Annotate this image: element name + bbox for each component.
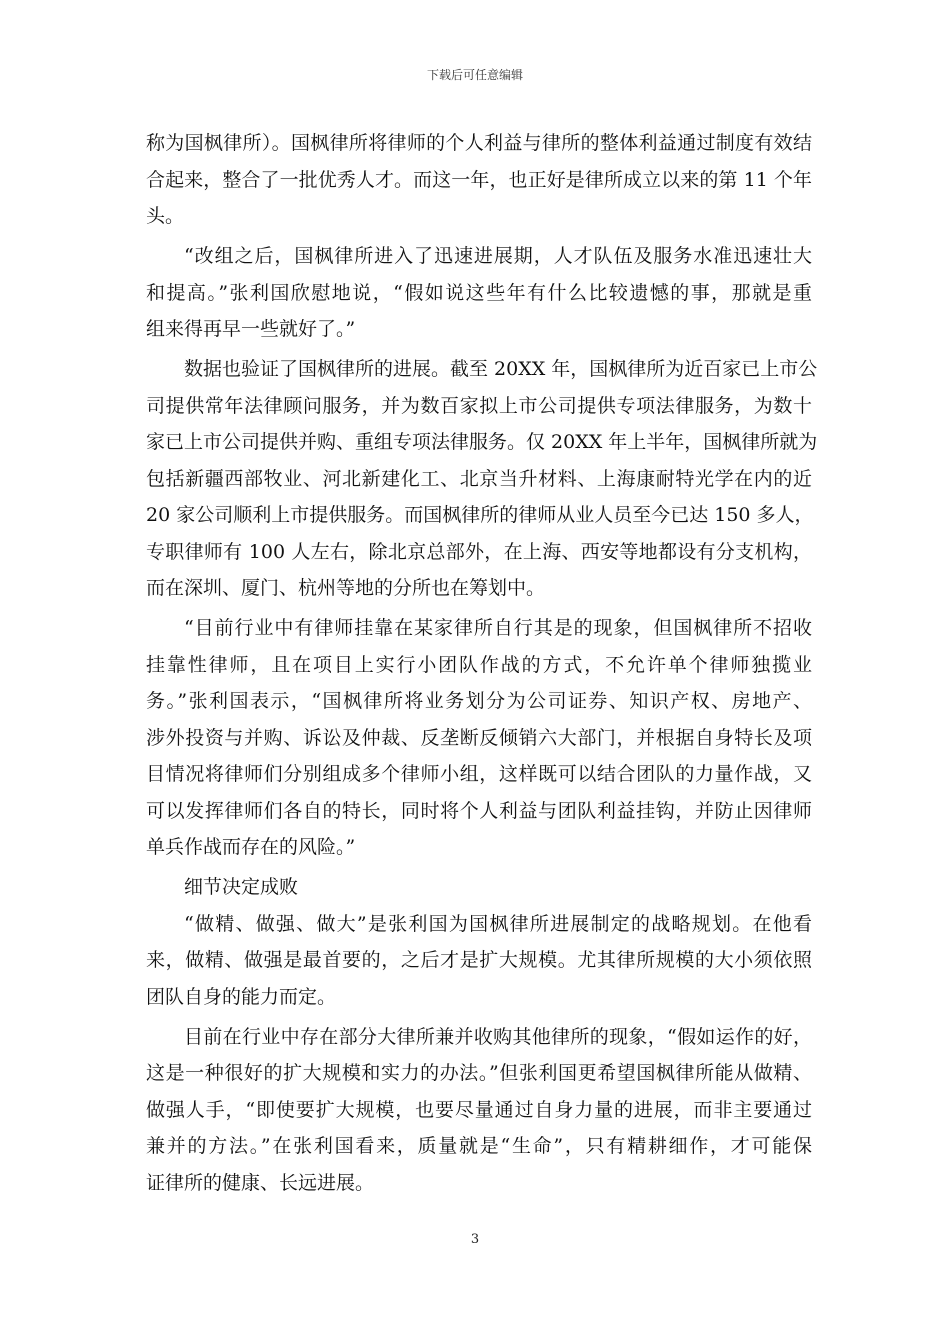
text-line: 团队自身的能力而定。 <box>146 985 337 1008</box>
text-line: 家已上市公司提供并购、重组专项法律服务。仅 20XX 年上半年，国枫律所就为 <box>146 431 818 453</box>
text-line: 专职律师有 100 人左右，除北京总部外，在上海、西安等地都设有分支机构， <box>146 540 812 563</box>
text-line: 组来得再早一些就好了。” <box>146 318 356 340</box>
page-header: 下载后可任意编辑 <box>426 68 523 82</box>
paragraph <box>146 610 812 866</box>
text-line: 包括新疆西部牧业、河北新建化工、北京当升材料、上海康耐特光学在内的近 <box>146 467 812 490</box>
text-line: 来，做精、做强是最首要的，之后才是扩大规模。尤其律所规模的大小须依照 <box>146 949 812 971</box>
text-line: 证律所的健康、长远进展。 <box>146 1171 375 1194</box>
text-line: 涉外投资与并购、诉讼及仲裁、反垄断反倾销六大部门，并根据自身特长及项 <box>146 726 812 749</box>
text-line: 务。”张利国表示，“国枫律所将业务划分为公司证券、知识产权、房地产、 <box>146 690 812 712</box>
subheading-text: 细节决定成败 <box>184 876 299 898</box>
text-line: 可以发挥律师们各自的特长，同时将个人利益与团队利益挂钩，并防止因律师 <box>146 799 812 822</box>
text-line: 兼并的方法。”在张利国看来，质量就是“生命”，只有精耕细作，才可能保 <box>146 1135 812 1157</box>
text-line: 做强人手，“即使要扩大规模，也要尽量通过自身力量的进展，而非主要通过 <box>146 1098 812 1121</box>
paragraph <box>146 238 812 348</box>
text-line: “改组之后，国枫律所进入了迅速进展期，人才队伍及服务水准迅速壮大 <box>184 245 812 267</box>
text-line: “做精、做强、做大”是张利国为国枫律所进展制定的战略规划。在他看 <box>184 912 812 935</box>
document-body <box>146 125 818 1201</box>
paragraph <box>146 1019 812 1202</box>
text-line: 20 家公司顺利上市提供服务。而国枫律所的律师从业人员至今已达 150 多人， <box>146 504 814 526</box>
paragraph <box>146 906 812 1016</box>
text-line: 单兵作战而存在的风险。” <box>146 836 356 858</box>
text-line: 司提供常年法律顾问服务，并为数百家拟上市公司提供专项法律服务，为数十 <box>146 394 812 417</box>
text-line: 而在深圳、厦门、杭州等地的分所也在筹划中。 <box>146 577 546 599</box>
text-line: 和提高。”张利国欣慰地说，“假如说这些年有什么比较遗憾的事，那就是重 <box>146 281 812 304</box>
section-subheading <box>146 869 812 906</box>
text-line: 挂靠性律师，且在项目上实行小团队作战的方式，不允许单个律师独揽业 <box>146 653 812 676</box>
text-line: 数据也验证了国枫律所的进展。截至 20XX 年，国枫律所为近百家已上市公 <box>184 358 818 380</box>
paragraph <box>146 351 818 607</box>
text-line: 这是一种很好的扩大规模和实力的办法。”但张利国更希望国枫律所能从做精、 <box>146 1062 812 1084</box>
page-number: 3 <box>470 1232 480 1247</box>
text-line: 目情况将律师们分别组成多个律师小组，这样既可以结合团队的力量作战，又 <box>146 763 812 785</box>
text-line: “目前行业中有律师挂靠在某家律所自行其是的现象，但国枫律所不招收 <box>184 617 812 639</box>
text-line: 目前在行业中存在部分大律所兼并收购其他律所的现象，“假如运作的好， <box>184 1025 812 1048</box>
text-line: 头。 <box>146 205 185 227</box>
text-line: 合起来，整合了一批优秀人才。而这一年，也正好是律所成立以来的第 11 个年 <box>146 168 812 191</box>
text-line: 称为国枫律所）。国枫律所将律师的个人利益与律所的整体利益通过制度有效结 <box>146 132 812 154</box>
paragraph <box>146 125 812 235</box>
